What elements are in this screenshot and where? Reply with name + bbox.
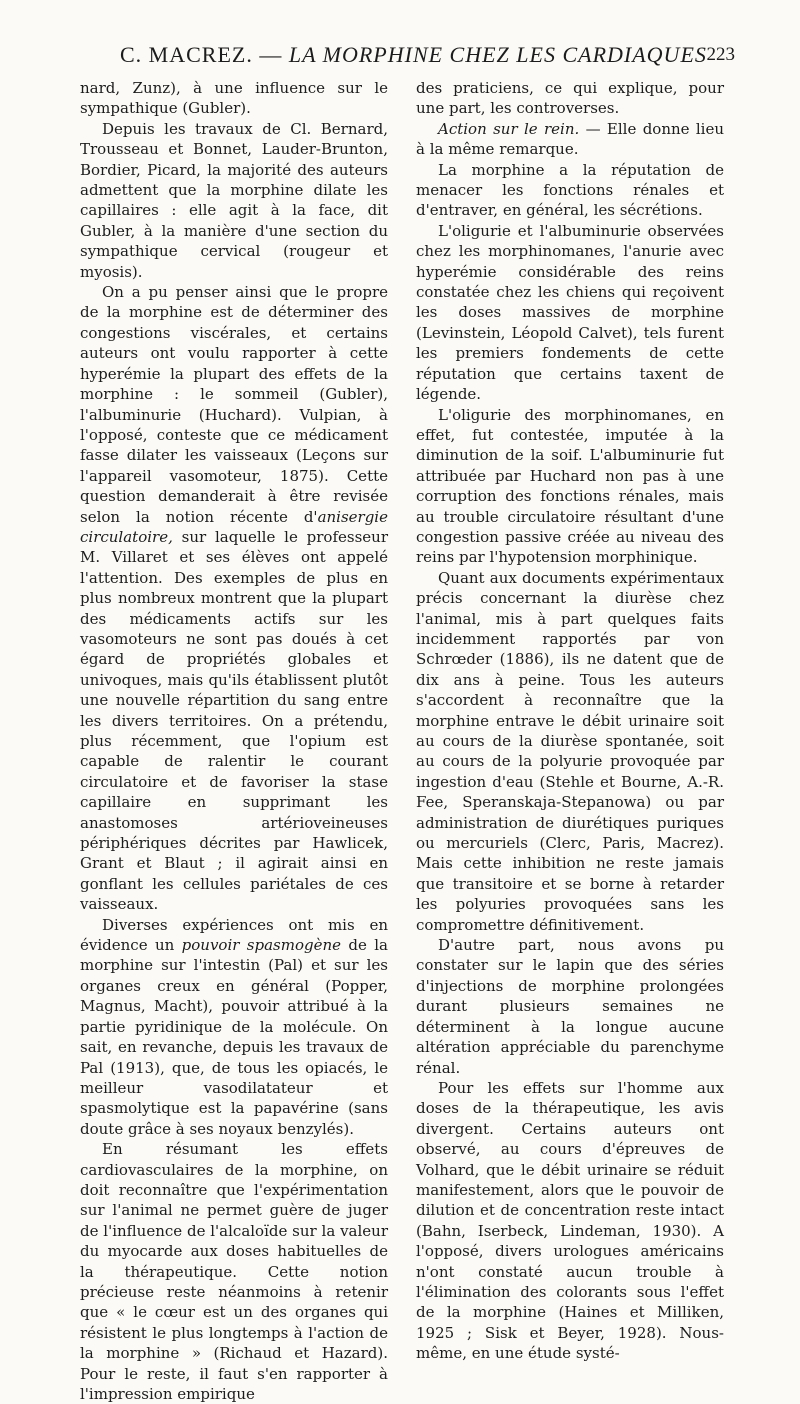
section-paragraph (416, 119, 724, 160)
paragraph: En résumant les effets cardiovasculaires de la morphine, on doit reconnaître que l'expérimentation sur l'animal ne permet guère de juger de l'influence de l'alcaloïde sur la valeur du myocarde aux doses habituelles de la thérapeutique. Cette notion précieuse reste néanmoins à retenir que « le cœur est un des organes qui résistent le plus longtemps à l'action de la morphine » (Richaud et Hazard). Pour le reste, il faut s'en rapporter à l'impression empirique (80, 1140, 388, 1403)
italic-term: pouvoir spasmogène (181, 936, 342, 955)
paragraph: D'autre part, nous avons pu constater sur le lapin que des séries d'injections de morphine prolongées durant plusieurs semaines ne déterminent à la longue aucune altération appréciable du parenchyme rénal. (416, 936, 724, 1077)
text-run: de la morphine sur l'intestin (Pal) et sur les organes creux en général (Popper, Magnus, Macht), pouvoir attribué à la partie pyridinique de la molécule. On sait, en revanche, depuis les travaux de Pal (1913), que, de tous les opiacés, le meilleur vasodilatateur et spasmolytique est la papavérine (sans doute grâce à ses noyaux benzylés). (80, 936, 388, 1138)
paragraph: La morphine a la réputation de menacer les fonctions rénales et d'entraver, en général, les sécrétions. (416, 160, 724, 220)
text-run: sur laquelle le professeur M. Villaret et ses élèves ont appelé l'attention. Des exemples de plus en plus nombreux montrent que la plupart des médicaments actifs sur les vasomoteurs ne sont pas doués à cet égard de propriétés globales et univoques, mais qu'ils établissent plutôt une nouvelle répartition du sang entre les divers territoires. On a prétendu, plus récemment, que l'opium est capable de ralentir le courant circulatoire et de favoriser la stase capillaire en supprimant les anastomoses artérioveineuses périphériques décrites par Hawlicek, Grant et Blaut ; il agirait ainsi en gonflant les cellules pariétales de ces vaisseaux. (80, 527, 388, 914)
text-run: Diverses expériences ont mis en évidence un (80, 915, 388, 955)
paragraph: Depuis les travaux de Cl. Bernard, Trousseau et Bonnet, Lauder-Brunton, Bordier, Picard, la majorité des auteurs admettent que la morphine dilate les capillaires : elle agit à la face, dit Gubler, à la manière d'une section du sympathique cervical (rougeur et myosis). (80, 119, 388, 281)
running-author: C. MACREZ. (120, 42, 253, 67)
paragraph (80, 282, 388, 915)
text-run: — Elle donne lieu à la même remarque. (416, 119, 724, 159)
right-column (416, 78, 724, 1364)
text-run: On a pu penser ainsi que le propre de la morphine est de déterminer des congestions viscérales, et certains auteurs ont voulu rapporter à cette hyperémie la plupart des effets de la morphine : le sommeil (Gubler), l'albuminurie (Huchard). Vulpian, à l'opposé, conteste que ce médicament fasse dilater les vaisseaux (Leçons sur l'appareil vasomoteur, 1875). Cette question demanderait à être revisée selon la notion récente d' (80, 283, 388, 526)
paragraph: Quant aux documents expérimentaux précis concernant la diurèse chez l'animal, mis à part quelques faits incidemment rapportés par von Schrœder (1886), ils ne datent que de dix ans à peine. Tous les auteurs s'accordent à reconnaître que la morphine entrave le débit urinaire soit au cours de la diurèse spontanée, soit au cours de la polyurie provoquée par ingestion d'eau (Stehle et Bourne, A.-R. Fee, Speranskaja-Stepanowa) ou par administration de diurétiques puriques ou mercuriels (Clerc, Paris, Macrez). Mais cette inhibition ne reste jamais que transitoire et se borne à retarder les polyuries provoquées sans les compromettre définitivement. (416, 568, 724, 934)
running-title (120, 42, 707, 68)
running-article-title: LA MORPHINE CHEZ LES CARDIAQUES (288, 42, 707, 67)
paragraph: L'oligurie des morphinomanes, en effet, fut contestée, imputée à la diminution de la soif. L'albuminurie fut attribuée par Huchard non pas à une corruption des fonctions rénales, mais au trouble circulatoire résultant d'une congestion passive créée au niveau des reins par l'hypotension morphinique. (416, 405, 724, 567)
paragraph: L'oligurie et l'albuminurie observées chez les morphinomanes, l'anurie avec hyperémie considérable des reins constatée chez les chiens qui reçoivent les doses massives de morphine (Levinstein, Léopold Calvet), tels furent les premiers fondements de cette réputation que certains taxent de légende. (416, 221, 724, 404)
left-column (80, 78, 388, 1404)
paragraph: nard, Zunz), à une influence sur le sympathique (Gubler). (80, 79, 388, 118)
header-dash: — (259, 42, 283, 67)
paragraph: Pour les effets sur l'homme aux doses de la thérapeutique, les avis divergent. Certains auteurs ont observé, au cours d'épreuves de Volhard, que le débit urinaire se réduit manifestement, alors que le pouvoir de dilution et de concentration reste intact (Bahn, Iserbeck, Lindeman, 1930). A l'opposé, divers urologues américains n'ont constaté aucun trouble à l'élimination des colorants sous l'effet de la morphine (Haines et Milliken, 1925 ; Sisk et Beyer, 1928). Nous-même, en une étude systé- (416, 1078, 724, 1363)
running-header (70, 42, 735, 72)
section-heading: Action sur le rein. (438, 119, 580, 138)
paragraph: des praticiens, ce qui explique, pour une part, les controverses. (416, 79, 724, 118)
page-number: 223 (706, 44, 735, 65)
italic-term: anisergie circulatoire, (80, 507, 388, 546)
paragraph (80, 915, 388, 1139)
